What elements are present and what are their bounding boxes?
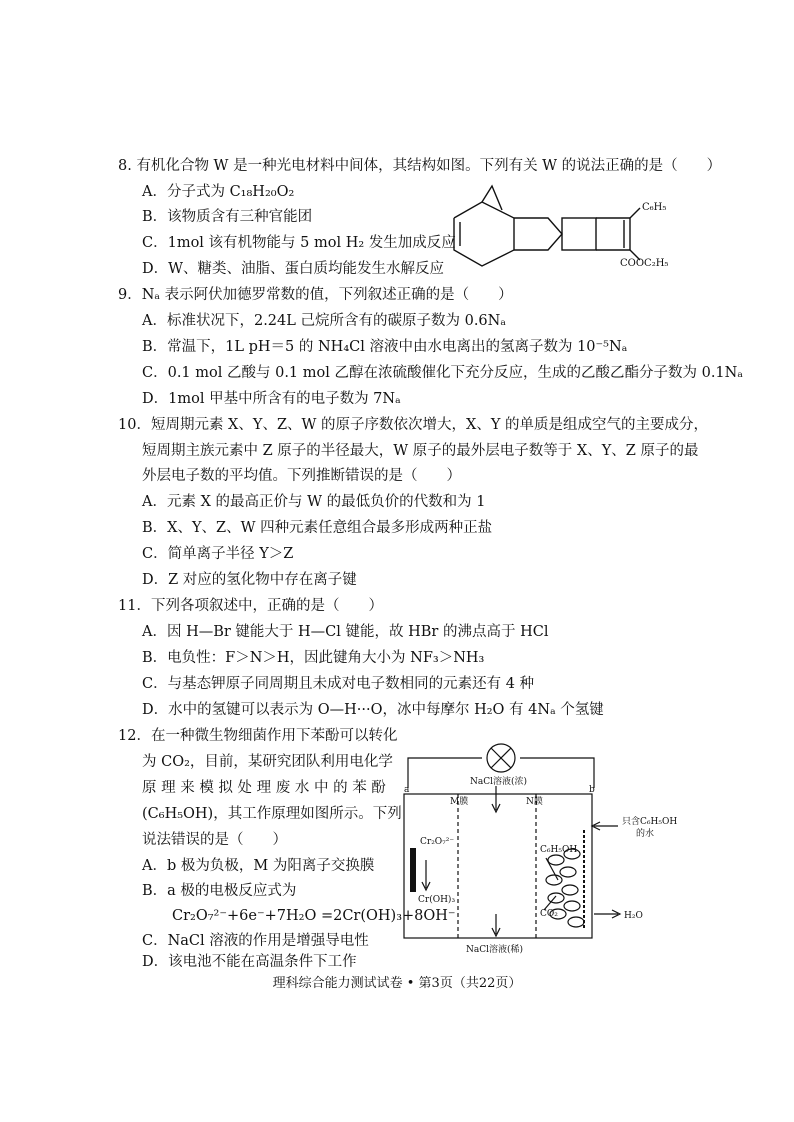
q8-option-b: B．该物质含有三种官能团: [142, 209, 313, 225]
q12-option-d: D．该电池不能在高温条件下工作: [142, 954, 357, 970]
nacl-dilute-label: NaCl溶液(稀): [466, 945, 524, 955]
q12-stem-line5: 说法错误的是（ ）: [142, 832, 287, 848]
electrode-a: [410, 848, 416, 892]
q8-structure-diagram: [440, 180, 690, 280]
q8-option-c: C．1mol 该有机物能与 5 mol H₂ 发生加成反应: [142, 235, 456, 251]
q9-option-a: A．标准状况下，2.24L 己烷所含有的碳原子数为 0.6Nₐ: [142, 313, 506, 329]
q12-stem-line2: 为 CO₂，目前，某研究团队利用电化学: [142, 754, 393, 770]
q12-option-b-equation: Cr₂O₇²⁻+6e⁻+7H₂O =2Cr(OH)₃+8OH⁻: [172, 908, 456, 924]
q8-option-d: D．W、糖类、油脂、蛋白质均能发生水解反应: [142, 261, 445, 277]
q12-stem-line3: 原 理 来 模 拟 处 理 废 水 中 的 苯 酚: [142, 780, 386, 796]
q10-option-a: A．元素 X 的最高正价与 W 的最低负价的代数和为 1: [142, 494, 486, 510]
q12-stem-line4: (C₆H₅OH)，其工作原理如图所示。下列: [142, 806, 402, 822]
chromium-hydroxide-label: Cr(OH)₃: [418, 895, 456, 905]
q12-option-a: A．b 极为负极，M 为阳离子交换膜: [142, 858, 375, 874]
q9-stem: 9．Nₐ 表示阿伏加德罗常数的值，下列叙述正确的是（ ）: [118, 287, 513, 303]
q11-option-a: A．因 H—Br 键能大于 H—Cl 键能，故 HBr 的沸点高于 HCl: [142, 624, 549, 640]
page-footer: 理科综合能力测试试卷 • 第3页（共22页）: [272, 976, 522, 991]
q12-stem-line1: 12．在一种微生物细菌作用下苯酚可以转化: [118, 728, 398, 744]
inlet-label-2: 的水: [636, 829, 655, 839]
q12-option-c: C．NaCl 溶液的作用是增强导电性: [142, 933, 369, 949]
q10-stem-line3: 外层电子数的平均值。下列推断错误的是（ ）: [142, 468, 461, 484]
dichromate-label: Cr₂O₇²⁻: [420, 837, 455, 847]
q10-stem-line2: 短周期主族元素中 Z 原子的半径最大，W 原子的最外层电子数等于 X、Y、Z 原子的最: [142, 443, 699, 459]
m-membrane-label: M膜: [450, 797, 469, 807]
q11-option-b: B．电负性：F＞N＞H，因此键角大小为 NF₃＞NH₃: [142, 650, 485, 666]
q10-option-b: B．X、Y、Z、W 四种元素任意组合最多形成两种正盐: [142, 520, 493, 536]
q8-option-a: A．分子式为 C₁₈H₂₀O₂: [142, 184, 295, 200]
q9-option-c: C．0.1 mol 乙酸与 0.1 mol 乙醇在浓硫酸催化下充分反应，生成的乙酸乙酯分子数为 0.1Nₐ: [142, 365, 743, 381]
q8-substituent-phenyl: C₆H₅: [642, 202, 667, 213]
inlet-label: 只含C₆H₅OH: [622, 817, 678, 827]
q11-option-d: D．水中的氢键可以表示为 O—H···O，冰中每摩尔 H₂O 有 4Nₐ 个氢键: [142, 702, 604, 718]
q9-option-d: D．1mol 甲基中所含有的电子数为 7Nₐ: [142, 391, 401, 407]
water-outlet-label: H₂O: [624, 911, 643, 921]
q8-stem: 8. 有机化合物 W 是一种光电材料中间体，其结构如图。下列有关 W 的说法正确的是（ ）: [118, 158, 722, 174]
label-b: b: [589, 785, 595, 795]
q9-option-b: B．常温下，1L pH＝5 的 NH₄Cl 溶液中由水电离出的氢离子数为 10⁻⁵Nₐ: [142, 339, 628, 355]
phenol-label: C₆H₅OH: [540, 845, 578, 855]
q8-substituent-ester: COOC₂H₅: [620, 258, 669, 269]
electrochemical-cell-diagram: [396, 740, 716, 962]
q11-option-c: C．与基态钾原子同周期且未成对电子数相同的元素还有 4 种: [142, 676, 535, 692]
q11-stem: 11．下列各项叙述中，正确的是（ ）: [118, 598, 383, 614]
q10-option-d: D．Z 对应的氢化物中存在离子键: [142, 572, 357, 588]
nacl-concentrated-label: NaCl溶液(浓): [470, 777, 528, 787]
q12-option-b: B．a 极的电极反应式为: [142, 883, 297, 899]
q10-option-c: C．简单离子半径 Y＞Z: [142, 546, 294, 562]
q10-stem-line1: 10．短周期元素 X、Y、Z、W 的原子序数依次增大，X、Y 的单质是组成空气的主要成分，: [118, 417, 709, 433]
n-membrane-label: N膜: [526, 797, 543, 807]
co2-label: CO₂: [540, 909, 558, 919]
label-a: a: [404, 785, 410, 795]
